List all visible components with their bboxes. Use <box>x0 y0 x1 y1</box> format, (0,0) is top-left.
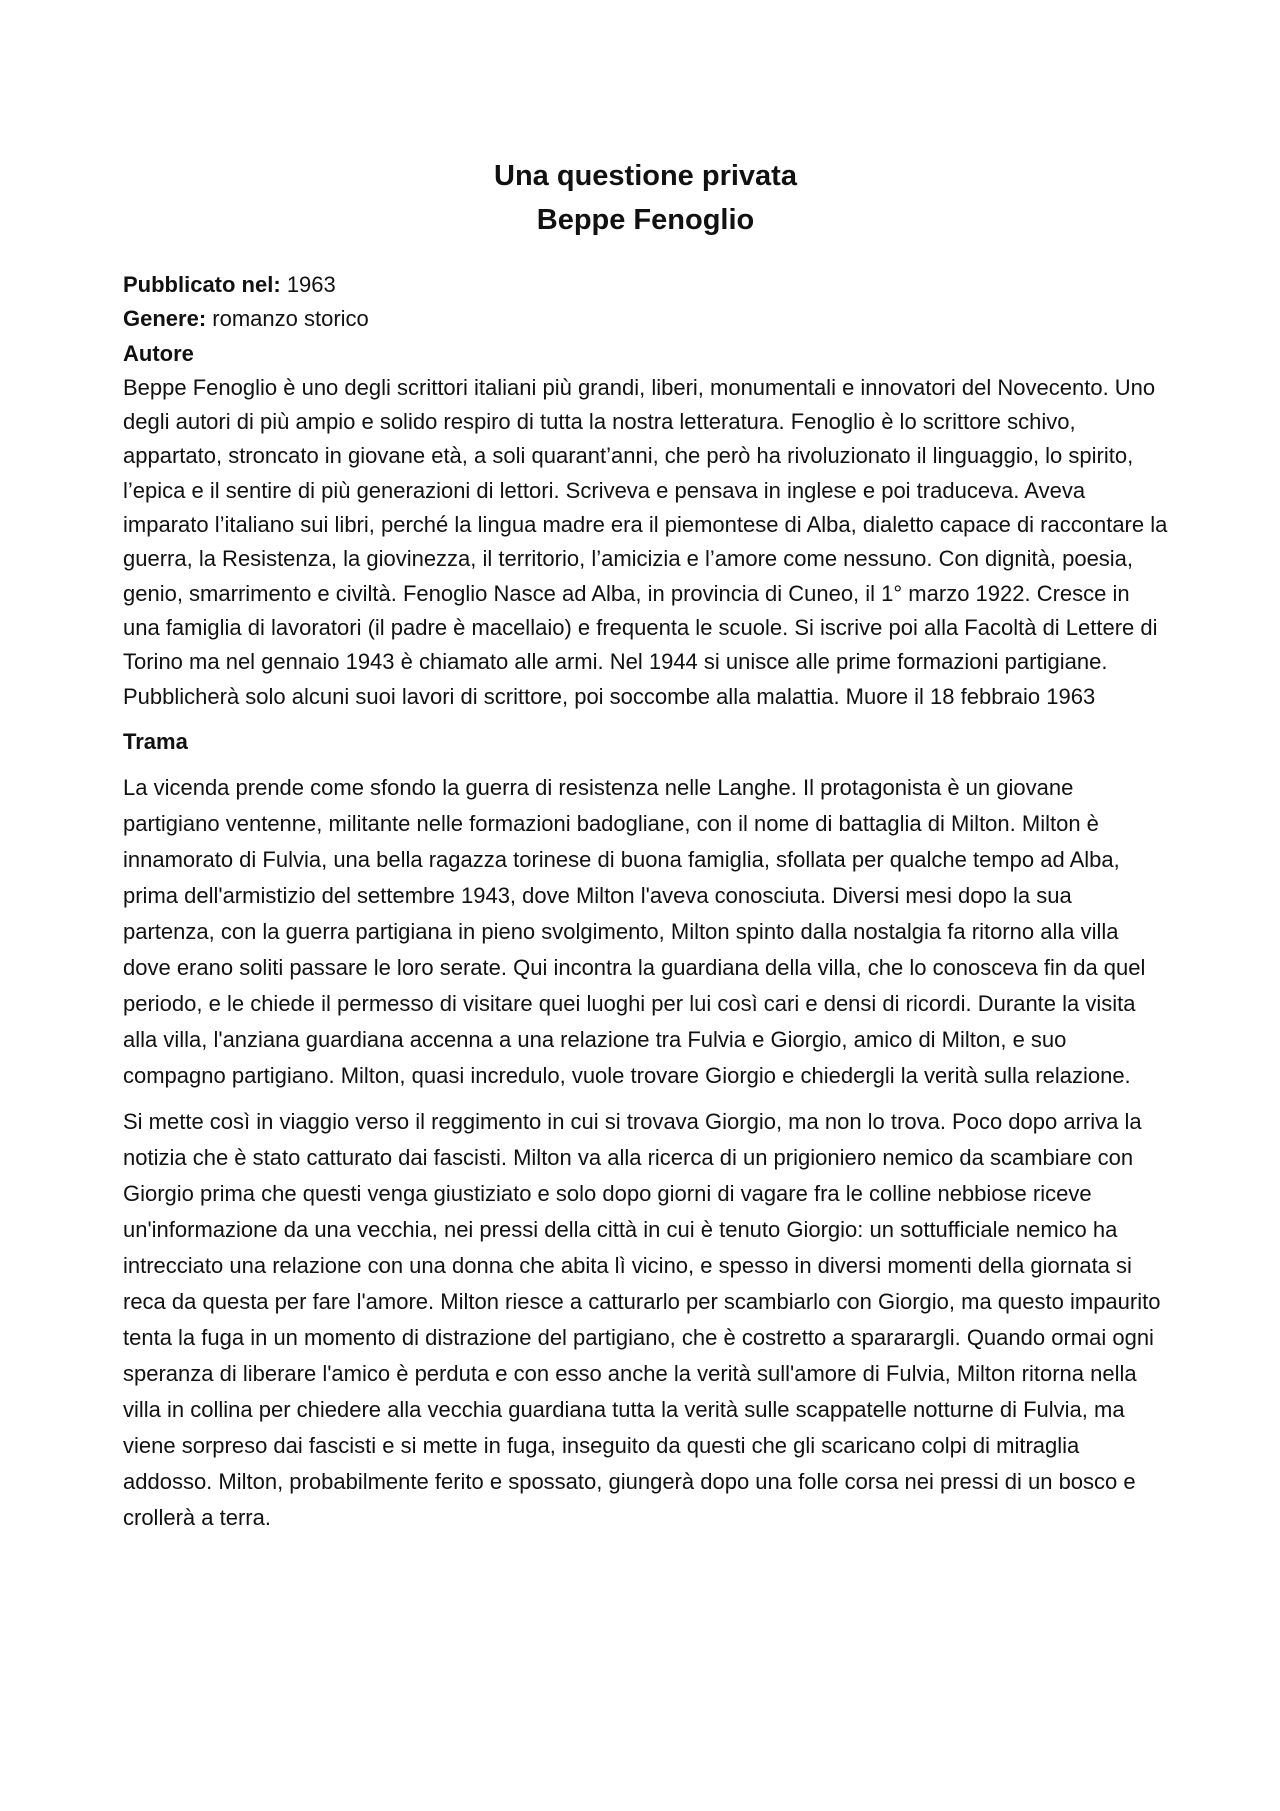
plot-heading: Trama <box>123 728 188 754</box>
document-page <box>123 154 1168 1546</box>
author-heading: Autore <box>123 340 194 366</box>
plot-paragraph-1: La vicenda prende come sfondo la guerra di resistenza nelle Langhe. Il protagonista è un giovane partigiano ventenne, militante nelle formazioni badogliane, con il nome di battaglia di Milton. Milton è innamorato di Fulvia, una bella ragazza torinese di buona famiglia, sfollata per qualche tempo ad Alba, prima dell'armistizio del settembre 1943, dove Milton l'aveva conosciuta. Diversi mesi dopo la sua partenza, con la guerra partigiana in pieno svolgimento, Milton spinto dalla nostalgia fa ritorno alla villa dove erano soliti passare le loro serate. Qui incontra la guardiana della villa, che lo conosceva fin da quel periodo, e le chiede il permesso di visitare quei luoghi per lui così cari e densi di ricordi. Durante la visita alla villa, l'anziana guardiana accenna a una relazione tra Fulvia e Giorgio, amico di Milton, e suo compagno partigiano. Milton, quasi incredulo, vuole trovare Giorgio e chiedergli la verità sulla relazione. <box>123 775 1146 1089</box>
document-author: Beppe Fenoglio <box>536 204 755 236</box>
published-line <box>123 268 1168 302</box>
author-paragraph: Beppe Fenoglio è uno degli scrittori italiani più grandi, liberi, monumentali e innovatori del Novecento. Uno degli autori di più ampio e solido respiro di tutta la nostra letteratura. Fenoglio è lo scrittore schivo, appartato, stroncato in giovane età, a soli quarant’anni, che però ha rivoluzionato il linguaggio, lo spirito, l’epica e il sentire di più generazioni di lettori. Scriveva e pensava in inglese e poi traduceva. Aveva imparato l’italiano sui libri, perché la lingua madre era il piemontese di Alba, dialetto capace di raccontare la guerra, la Resistenza, la giovinezza, il territorio, l’amicizia e l’amore come nessuno. Con dignità, poesia, genio, smarrimento e civiltà. Fenoglio Nasce ad Alba, in provincia di Cuneo, il 1° marzo 1922. Cresce in una famiglia di lavoratori (il padre è macellaio) e frequenta le scuole. Si iscrive poi alla Facoltà di Lettere di Torino ma nel gennaio 1943 è chiamato alle armi. Nel 1944 si unisce alle prime formazioni partigiane. Pubblicherà solo alcuni suoi lavori di scrittore, poi soccombe alla malattia. Muore il 18 febbraio 1963 <box>123 374 1168 709</box>
genre-line <box>123 302 1168 336</box>
published-value: 1963 <box>286 272 336 297</box>
plot-paragraph-2: Si mette così in viaggio verso il reggimento in cui si trovava Giorgio, ma non lo trova. Poco dopo arriva la notizia che è stato catturato dai fascisti. Milton va alla ricerca di un prigioniero nemico da scambiare con Giorgio prima che questi venga giustiziato e solo dopo giorni di vagare fra le colline nebbiose riceve un'informazione da una vecchia, nei pressi della città in cui è tenuto Giorgio: un sottufficiale nemico ha intrecciato una relazione con una donna che abita lì vicino, e spesso in diversi momenti della giornata si reca da questa per fare l'amore. Milton riesce a catturarlo per scambiarlo con Giorgio, ma questo impaurito tenta la fuga in un momento di distrazione del partigiano, che è costretto a spararargli. Quando ormai ogni speranza di liberare l'amico è perduta e con esso anche la verità sull'amore di Fulvia, Milton ritorna nella villa in collina per chiedere alla vecchia guardiana tutta la verità sulle scappatelle notturne di Fulvia, ma viene sorpreso dai fascisti e si mette in fuga, inseguito da questi che gli scaricano colpi di mitraglia addosso. Milton, probabilmente ferito e spossato, giungerà dopo una folle corsa nei pressi di un bosco e crollerà a terra. <box>123 1109 1161 1531</box>
published-label: Pubblicato nel: <box>123 272 281 297</box>
genre-value: romanzo storico <box>212 306 369 332</box>
title-block <box>123 154 1168 242</box>
genre-label: Genere: <box>123 306 207 332</box>
document-title: Una questione privata <box>494 160 797 192</box>
